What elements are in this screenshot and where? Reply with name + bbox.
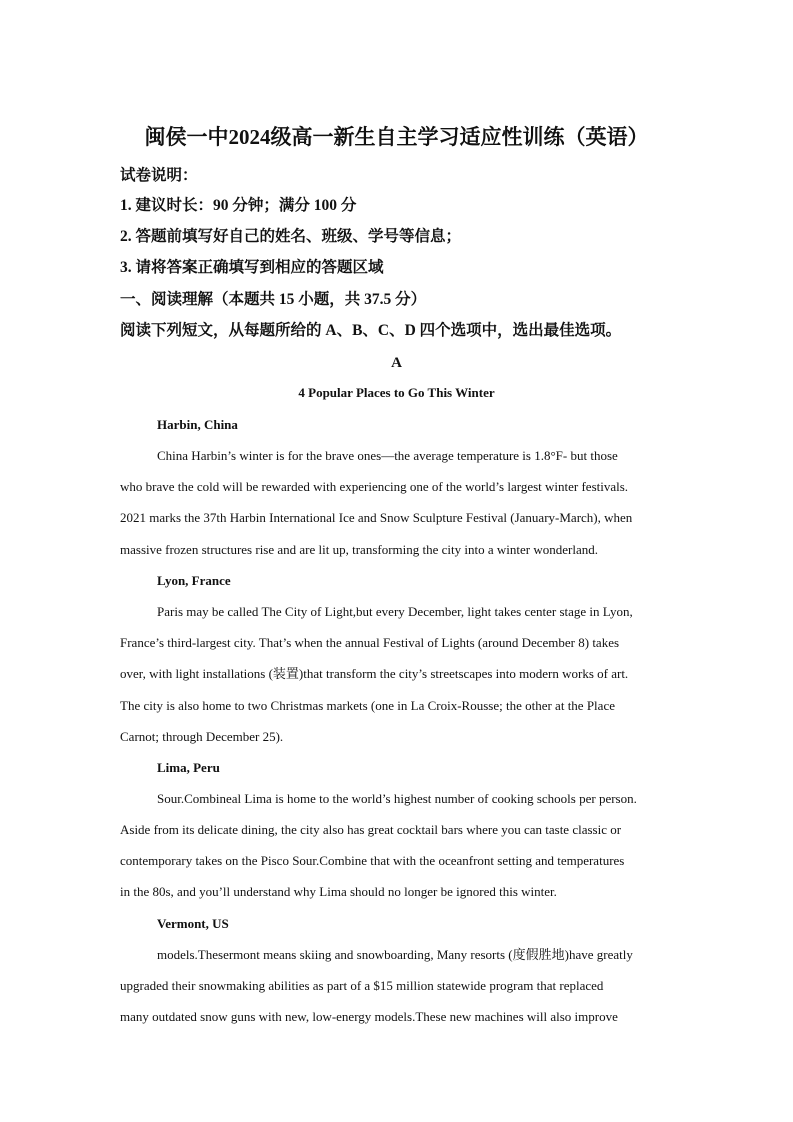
instructions-heading: 试卷说明：: [120, 167, 198, 184]
instruction-item-1: 1. 建议时长：90 分钟；满分 100 分: [120, 197, 357, 214]
paragraph-line: China Harbin’s winter is for the brave ones—the average temperature is 1.8°F- but those: [157, 448, 618, 463]
paragraph-line: Paris may be called The City of Light,but every December, light takes center stage in Lyon,: [157, 604, 633, 619]
paragraph-line: massive frozen structures rise and are lit up, transforming the city into a winter wonderland.: [120, 542, 598, 557]
place-heading-lyon: Lyon, France: [157, 573, 231, 588]
paragraph-line: The city is also home to two Christmas markets (one in La Croix-Rousse; the other at the Place: [120, 698, 615, 713]
paragraph-line: contemporary takes on the Pisco Sour.Combine that with the oceanfront setting and temperatures: [120, 853, 625, 868]
paragraph-line: over, with light installations (装置)that transform the city’s streetscapes into modern works of art.: [120, 666, 629, 681]
paragraph-line: Sour.Combineal Lima is home to the world’s highest number of cooking schools per person.: [157, 791, 637, 806]
instruction-item-3: 3. 请将答案正确填写到相应的答题区域: [120, 259, 384, 276]
place-heading-harbin: Harbin, China: [157, 417, 238, 432]
paragraph-line: France’s third-largest city. That’s when the annual Festival of Lights (around December 8) takes: [120, 635, 620, 650]
paragraph-line: 2021 marks the 37th Harbin International Ice and Snow Sculpture Festival (January-March), when: [120, 510, 633, 525]
paragraph-line: who brave the cold will be rewarded with experiencing one of the world’s largest winter festivals.: [120, 479, 629, 494]
section-heading: 一、阅读理解（本题共 15 小题，共 37.5 分）: [120, 291, 427, 308]
paragraph-line: Aside from its delicate dining, the city also has great cocktail bars where you can taste classic or: [120, 822, 622, 837]
paragraph-line: models.Thesermont means skiing and snowboarding, Many resorts (度假胜地)have greatly: [157, 947, 633, 962]
place-heading-vermont: Vermont, US: [157, 916, 229, 931]
page-title: 闽侯一中2024级高一新生自主学习适应性训练（英语）: [144, 125, 649, 149]
paragraph-line: many outdated snow guns with new, low-energy models.These new machines will also improve: [120, 1009, 618, 1024]
paragraph-line: Carnot; through December 25).: [120, 729, 284, 744]
passage-title: 4 Popular Places to Go This Winter: [298, 385, 495, 400]
reading-directions: 阅读下列短文，从每题所给的 A、B、C、D 四个选项中，选出最佳选项。: [120, 322, 622, 339]
paragraph-line: in the 80s, and you’ll understand why Lima should no longer be ignored this winter.: [120, 884, 557, 899]
passage-label: A: [391, 355, 402, 371]
place-heading-lima: Lima, Peru: [157, 760, 220, 775]
instruction-item-2: 2. 答题前填写好自己的姓名、班级、学号等信息；: [120, 228, 462, 245]
paragraph-line: upgraded their snowmaking abilities as part of a $15 million statewide program that replaced: [120, 978, 604, 993]
